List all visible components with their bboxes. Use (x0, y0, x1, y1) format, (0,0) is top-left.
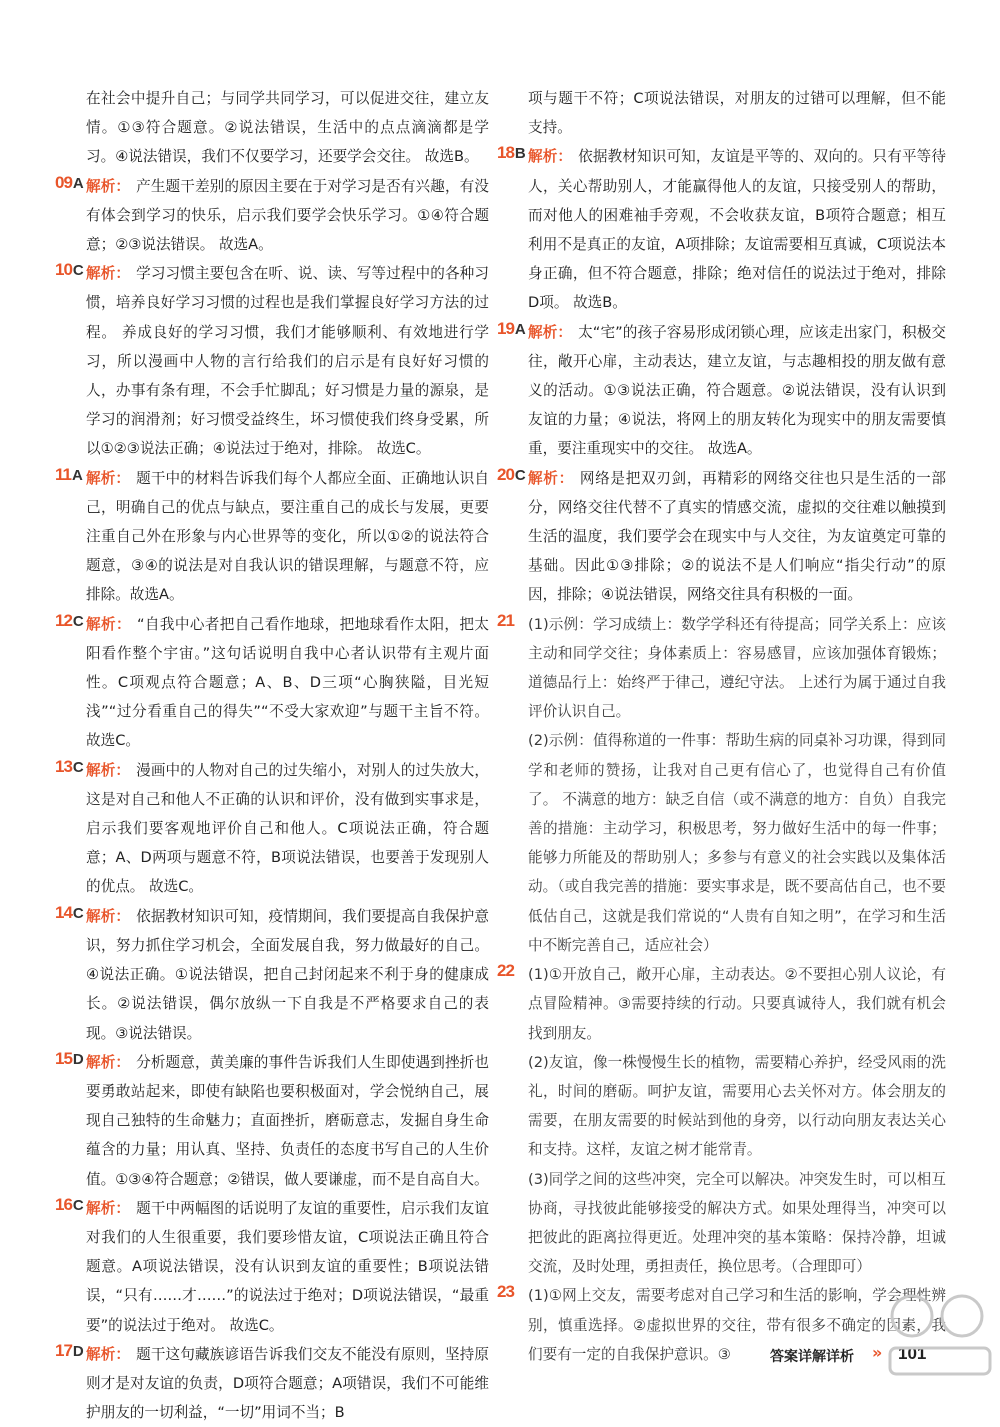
short-answer-part: (2)示例：值得称道的一件事：帮助生病的同桌补习功课，得到同学和老师的赞扬，让我对自己更有信心了，也觉得自己有价值了。 不满意的地方：缺乏自信（或不满意的地方：自负）自我完善的措施：主动学习，积极思考，努力做好生活中的每一件事；能够力所能及的帮助别人；多参与有意义的社会实践以及集体活动。（或自我完善的措施：要实事求是，既不要高估自己，也不要低估自己，这就是我们常说的“人贵有自知之明”，在学习和生活中不断完善自己，适应社会） (528, 732, 946, 954)
explanation-text (528, 464, 946, 610)
explanation-text (86, 756, 489, 902)
right-items (497, 142, 946, 609)
explanation-tag: 解析： (86, 1199, 131, 1217)
answer-letter: C (72, 262, 83, 280)
short-answer-item (497, 610, 946, 960)
item-number (55, 1195, 83, 1215)
question-number: 14 (55, 902, 72, 922)
answer-letter: C (72, 758, 83, 776)
item-number (497, 961, 514, 981)
right-intro: 项与题干不符；C项说法错误，对朋友的过错可以理解，但不能支持。 (528, 90, 946, 137)
question-number: 19 (497, 318, 514, 338)
item-number (497, 319, 525, 339)
item-number (55, 903, 83, 923)
explanation-text (86, 1048, 489, 1194)
explanation-body: 依据教材知识可知，友谊是平等的、双向的。只有平等待人，关心帮助别人，才能赢得他人的友谊，只接受别人的帮助，而对他人的困难袖手旁观，不会收获友谊，B项符合题意；相互利用不是真正的友谊，A项排除；友谊需要相互真诚，C项说法本身正确，但不符合题意，排除；绝对信任的说法过于绝对，排除D项。 故选B。 (528, 148, 946, 312)
answer-item (55, 902, 489, 1048)
explanation-tag: 解析： (528, 323, 573, 341)
question-number: 23 (497, 1282, 514, 1302)
question-number: 15 (55, 1048, 72, 1068)
short-answer-part: (2)友谊，像一株慢慢生长的植物，需要精心养护，经受风雨的洗礼，时间的磨砺。呵护友谊，需要用心去关怀对方。体会朋友的需要，在朋友需要的时候站到他的身旁，以行动向朋友表达关心和支持。这样，友谊之树才能常青。 (528, 1053, 946, 1159)
answer-letter: D (72, 1050, 83, 1068)
item-number (497, 143, 525, 163)
explanation-body: “自我中心者把自己看作地球，把地球看作太阳，把太阳看作整个宇宙。”这句话说明自我中心者认识带有主观片面性。C项观点符合题意；A、B、D三项“心胸狭隘，目光短浅”“过分看重自己的得失”“不受大家欢迎”与题干主旨不符。 故选C。 (86, 615, 489, 750)
explanation-text (86, 259, 489, 463)
explanation-text (86, 464, 489, 610)
answer-item (497, 142, 946, 317)
answer-item (497, 318, 946, 464)
explanation-body: 题干这句藏族谚语告诉我们交友不能没有原则，坚持原则才是对友谊的负责，D项符合题意；A项错误，我们不可能维护朋友的一切利益，“一切”用词不当；B (86, 1345, 489, 1422)
left-items (55, 172, 489, 1427)
item-number (55, 465, 82, 485)
short-answer-section (497, 610, 946, 1369)
item-number (497, 1282, 514, 1302)
right-column (497, 84, 946, 1369)
item-number (55, 611, 83, 631)
question-number: 10 (55, 260, 72, 280)
explanation-text (528, 142, 946, 317)
answer-item (55, 1340, 489, 1427)
explanation-text (86, 172, 489, 260)
item-number (497, 465, 525, 485)
short-answer-part: (1)①网上交友，需要考虑对自己学习和生活的影响，学会理性辨别，慎重选择。②虚拟世界的交往，带有很多不确定的因素，我们要有一定的自我保护意识。③ (528, 1287, 946, 1363)
explanation-tag: 解析： (86, 1053, 131, 1071)
answer-letter: A (72, 174, 83, 192)
explanation-body: 太“宅”的孩子容易形成闭锁心理，应该走出家门，积极交往，敞开心扉，主动表达，建立友谊，与志趣相投的朋友做有意义的活动。①③说法正确，符合题意。②说法错误，没有认识到友谊的力量；④说法，将网上的朋友转化为现实中的朋友需要慎重，要注重现实中的交往。 故选A。 (528, 323, 946, 458)
question-number: 17 (55, 1340, 72, 1360)
answer-item (55, 756, 489, 902)
question-number: 20 (497, 464, 514, 484)
explanation-tag: 解析： (86, 177, 131, 195)
explanation-body: 漫画中的人物对自己的过失缩小，对别人的过失放大，这是对自己和他人不正确的认识和评价，没有做到实事求是，启示我们要客观地评价自己和他人。C项说法正确，符合题意；A、D两项与题意不符，B项说法错误，也要善于发现别人的优点。 故选C。 (86, 761, 489, 896)
item-number (497, 611, 514, 631)
left-intro: 在社会中提升自己；与同学共同学习，可以促进交往，建立友情。①③符合题意。②说法错误，生活中的点点滴滴都是学习。④说法错误，我们不仅要学习，还要学会交往。 故选B。 (86, 90, 489, 166)
answer-letter: C (72, 612, 83, 630)
answer-letter: A (514, 320, 525, 338)
explanation-body: 题干中两幅图的话说明了友谊的重要性，启示我们友谊对我们的人生很重要，我们要珍惜友谊，C项说法正确且符合题意。A项说法错误，没有认识到友谊的重要性；B项说法错误，“只有……才……”的说法过于绝对；D项说法错误，“最重要”的说法过于绝对。 故选C。 (86, 1199, 489, 1334)
explanation-tag: 解析： (86, 907, 131, 925)
explanation-text (86, 610, 489, 756)
explanation-body: 学习习惯主要包含在听、说、读、写等过程中的各种习惯，培养良好学习习惯的过程也是我们掌握良好学习方法的过程。 养成良好的学习习惯，我们才能够顺利、有效地进行学习，所以漫画中人物的言行给我们的启示是有良好好习惯的人，办事有条有理，不会手忙脚乱；好习惯是力量的源泉，是学习的润滑剂；好习惯受益终生，坏习惯使我们终身受累，所以①②③说法正确；④说法过于绝对，排除。 故选C。 (86, 265, 489, 458)
answer-item (55, 1048, 489, 1194)
answer-letter: A (71, 466, 82, 484)
answer-letter: B (514, 145, 525, 163)
page-number: 101 (898, 1344, 927, 1363)
item-number (55, 260, 83, 280)
item-number (55, 1049, 83, 1069)
explanation-text (86, 902, 489, 1048)
explanation-body: 分析题意，黄美廉的事件告诉我们人生即使遇到挫折也要勇敢站起来，即使有缺陷也要积极面对，学会悦纳自己，展现自己独特的生命魅力；直面挫折，磨砺意志，发掘自身生命蕴含的力量；用认真、坚持、负责任的态度书写自己的人生价值。①③④符合题意；②错误，做人要谦虚，而不是自高自大。 (86, 1053, 489, 1188)
footer-label: 答案详解详析 (770, 1348, 854, 1364)
answer-item (55, 259, 489, 463)
explanation-tag: 解析： (86, 615, 131, 633)
question-number: 21 (497, 610, 514, 630)
answer-letter: C (514, 466, 525, 484)
explanation-tag: 解析： (528, 148, 573, 166)
question-number: 16 (55, 1194, 72, 1214)
answer-item (55, 610, 489, 756)
short-answer-part: (3)同学之间的这些冲突，完全可以解决。冲突发生时，可以相互协商，寻找彼此能够接受的解决方式。如果处理得当，冲突可以把彼此的距离拉得更近。处理冲突的基本策略：保持冷静，坦诚交流，及时处理，勇担责任，换位思考。（合理即可） (528, 1170, 946, 1276)
explanation-body: 网络是把双刃剑，再精彩的网络交往也只是生活的一部分，网络交往代替不了真实的情感交流，虚拟的交往难以触摸到生活的温度，我们要学会在现实中与人交往，为友谊奠定可靠的基础。因此①③排除；②的说法不是人们响应“指尖行动”的原因，排除；④说法错误，网络交往具有积极的一面。 (528, 469, 946, 604)
question-number: 09 (55, 172, 72, 192)
watermark-logo (880, 1290, 1000, 1382)
question-number: 11 (55, 464, 71, 484)
explanation-text (86, 1340, 489, 1427)
explanation-text (528, 318, 946, 464)
question-number: 18 (497, 143, 514, 163)
explanation-body: 依据教材知识可知，疫情期间，我们要提高自我保护意识，努力抓住学习机会，全面发展自我，努力做最好的自己。④说法正确。①说法错误，把自己封闭起来不利于身的健康成长。②说法错误，偶尔放纵一下自我是不严格要求自己的表现。③说法错误。 (86, 907, 489, 1042)
item-number (55, 757, 83, 777)
answer-item (55, 1194, 489, 1340)
answer-item (55, 172, 489, 260)
explanation-tag: 解析： (86, 469, 131, 487)
explanation-tag: 解析： (86, 1345, 131, 1363)
answer-letter: C (72, 1196, 83, 1214)
left-column (55, 84, 489, 1427)
explanation-tag: 解析： (86, 761, 131, 779)
short-answer-part: (1)①开放自己，敞开心扉，主动表达。②不要担心别人议论，有点冒险精神。③需要持续的行动。只要真诚待人，我们就有机会找到朋友。 (528, 966, 946, 1042)
explanation-tag: 解析： (528, 469, 574, 487)
item-number (55, 1341, 83, 1361)
item-number (55, 173, 83, 193)
answer-letter: C (72, 904, 83, 922)
question-number: 13 (55, 756, 72, 776)
answer-letter: D (72, 1342, 83, 1360)
short-answer-part: (1)示例：学习成绩上：数学学科还有待提高；同学关系上：应该主动和同学交往；身体素质上：容易感冒，应该加强体育锻炼；道德品行上：始终严于律己，遵纪守法。 上述行为属于通过自我评价认识自己。 (528, 615, 946, 721)
question-number: 22 (497, 961, 514, 981)
explanation-body: 题干中的材料告诉我们每个人都应全面、正确地认识自己，明确自己的优点与缺点，要注重自己的成长与发展，更要注重自己外在形象与内心世界等的变化，所以①②的说法符合题意，③④的说法是对自我认识的错误理解，与题意不符，应排除。故选A。 (86, 469, 489, 604)
explanation-tag: 解析： (86, 265, 131, 283)
footer-arrow-icon: » (872, 1343, 883, 1362)
explanation-text (86, 1194, 489, 1340)
explanation-body: 产生题干差别的原因主要在于对学习是否有兴趣，有没有体会到学习的快乐，启示我们要学会快乐学习。①④符合题意；②③说法错误。 故选A。 (86, 177, 489, 254)
answer-item (497, 464, 946, 610)
short-answer-item (497, 960, 946, 1281)
answer-item (55, 464, 489, 610)
question-number: 12 (55, 610, 72, 630)
